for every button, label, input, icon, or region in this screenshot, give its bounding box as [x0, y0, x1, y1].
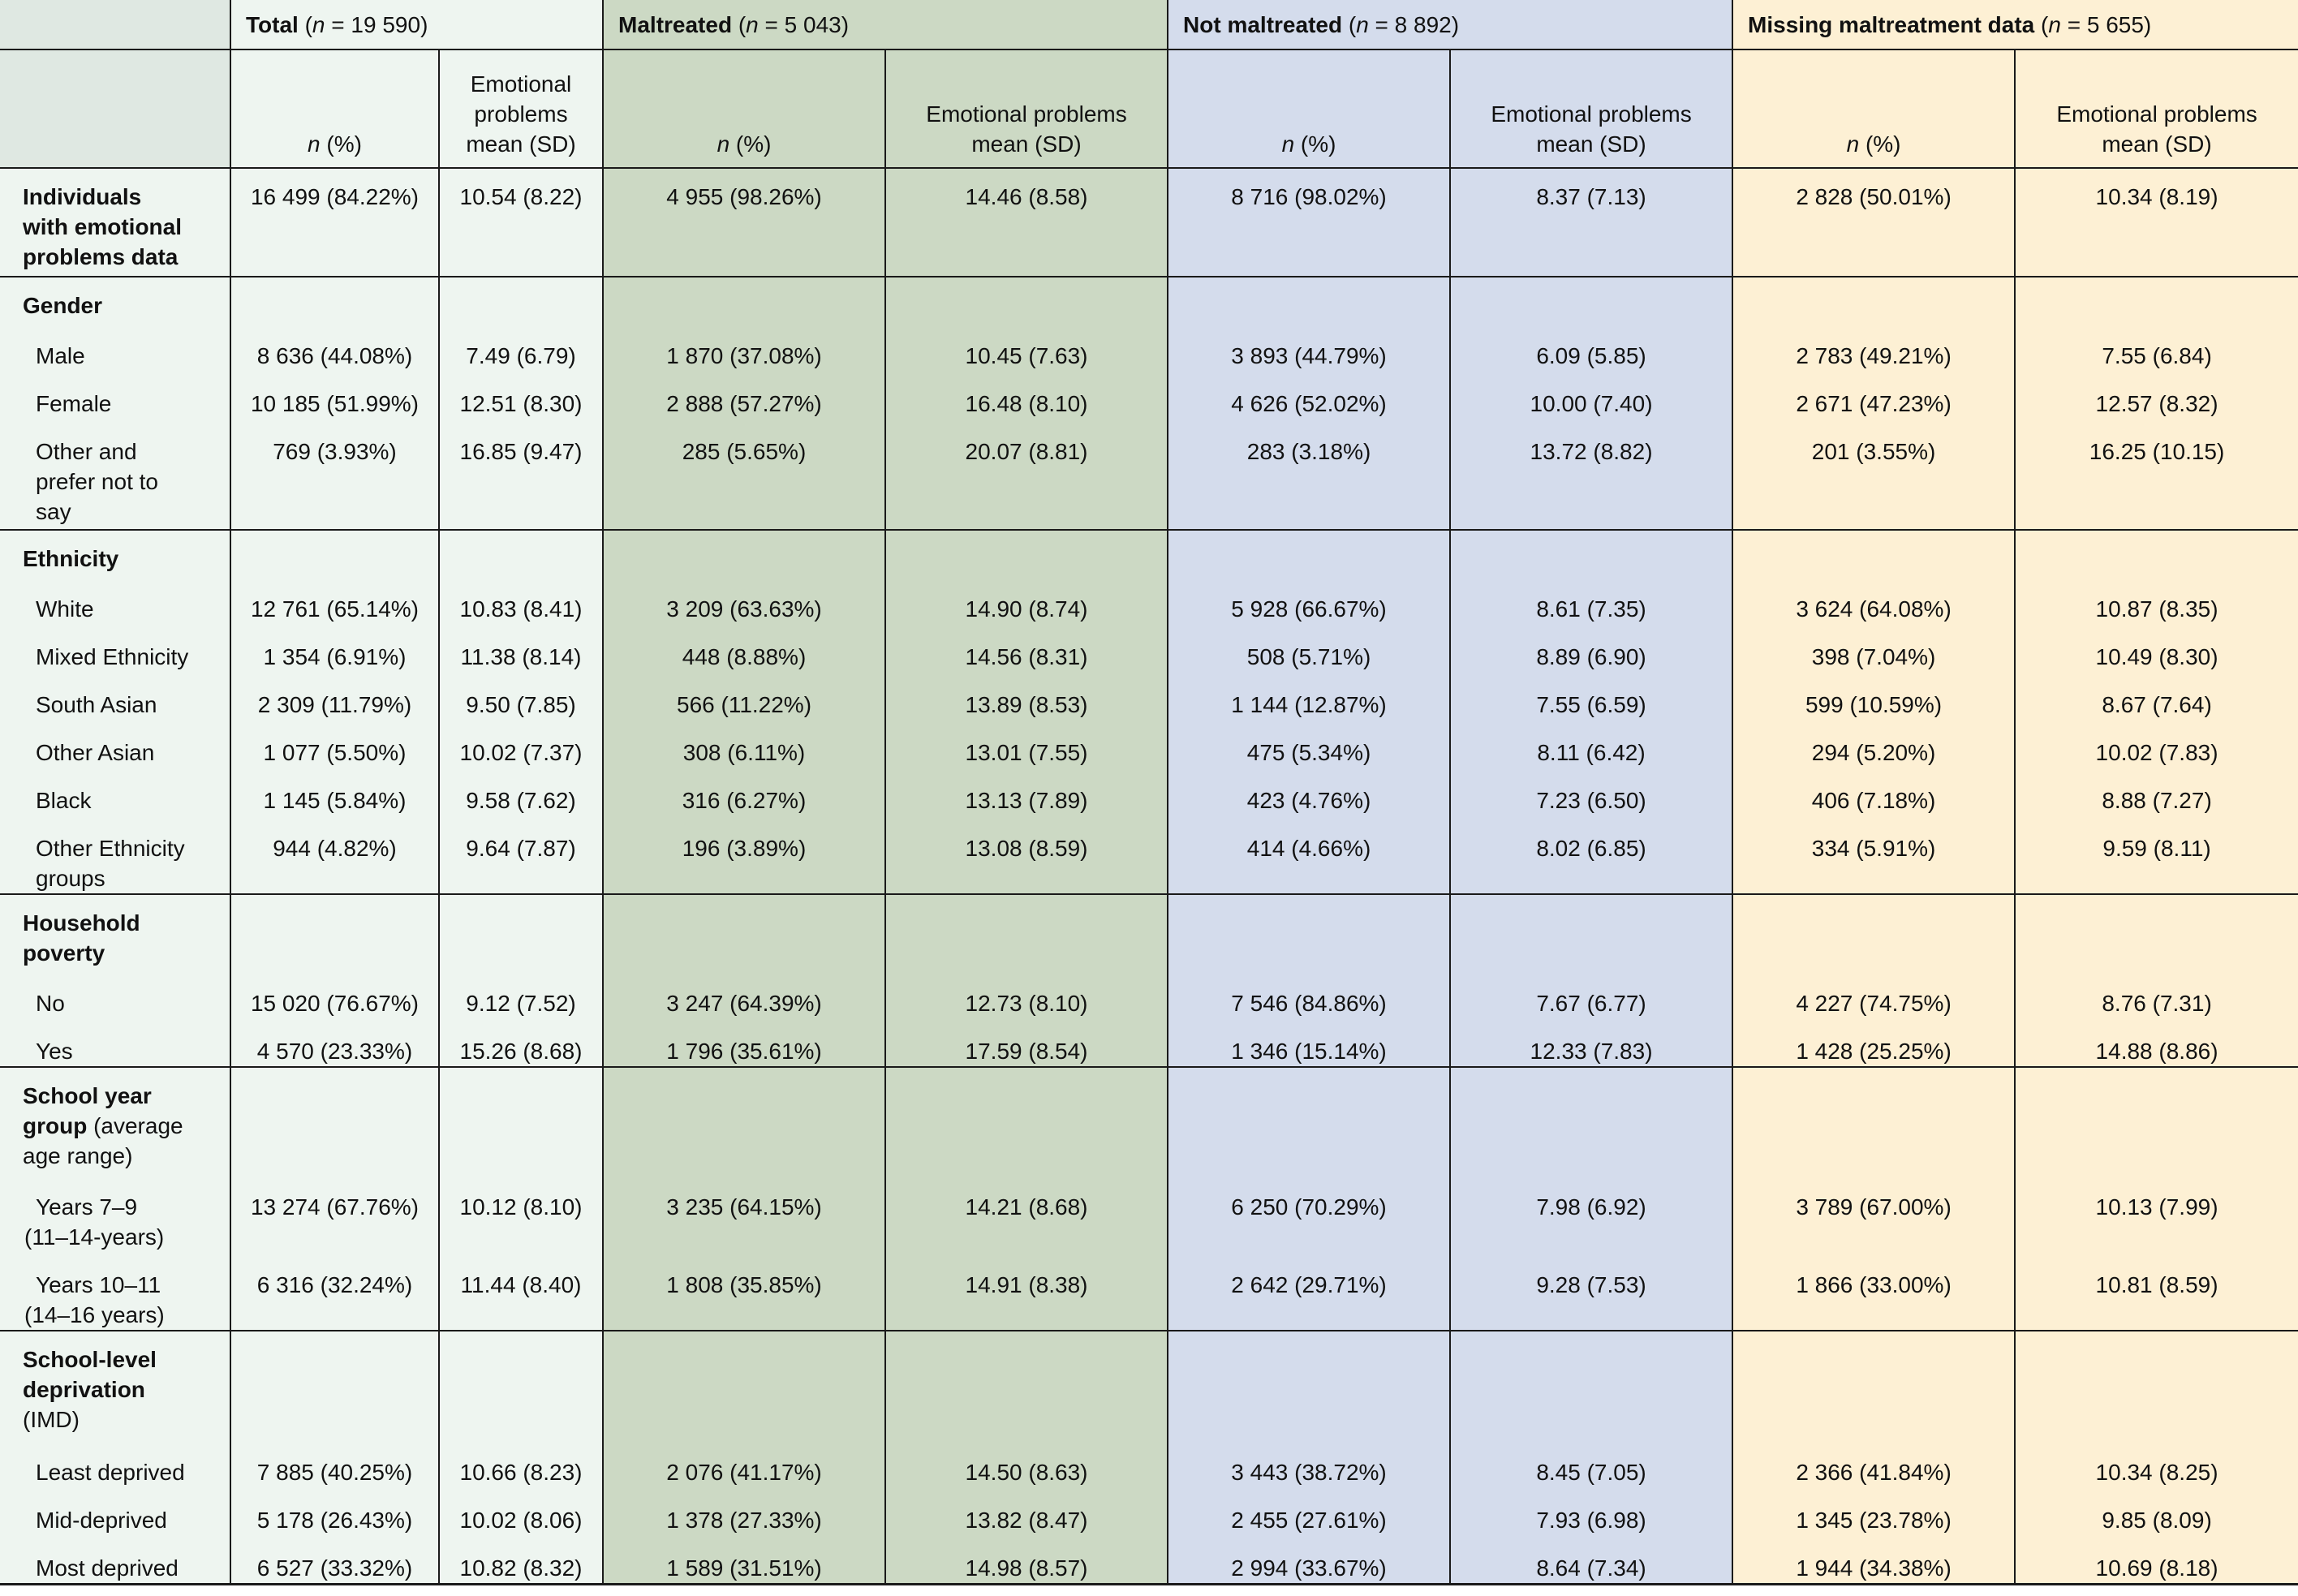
cell: 16.85 (9.47): [439, 419, 603, 530]
cell: 16.25 (10.15): [2015, 419, 2298, 530]
corner-cell-2: [0, 49, 230, 168]
cell: 1 378 (27.33%): [603, 1487, 885, 1535]
cell: 285 (5.65%): [603, 419, 885, 530]
table-row: [0, 624, 2298, 672]
group-header-not-maltreated: Not maltreated (n = 8 892): [1168, 0, 1732, 49]
cell: 14.21 (8.68): [885, 1174, 1168, 1252]
cell: 12.73 (8.10): [885, 970, 1168, 1018]
cell: 769 (3.93%): [230, 419, 439, 530]
cell: 8.88 (7.27): [2015, 768, 2298, 815]
cell: 14.46 (8.58): [885, 168, 1168, 277]
cell: 10.49 (8.30): [2015, 624, 2298, 672]
table-row: [0, 815, 2298, 894]
cell: 10.00 (7.40): [1450, 371, 1732, 419]
cell: 10.02 (8.06): [439, 1487, 603, 1535]
group-header-missing: Missing maltreatment data (n = 5 655): [1732, 0, 2298, 49]
table-row: [0, 371, 2298, 419]
cell: 16.48 (8.10): [885, 371, 1168, 419]
group-header-total: Total (n = 19 590): [230, 0, 603, 49]
cell: 1 808 (35.85%): [603, 1252, 885, 1331]
row-label: Other Ethnicity groups: [0, 815, 230, 894]
cell: 566 (11.22%): [603, 672, 885, 720]
cell: 9.85 (8.09): [2015, 1487, 2298, 1535]
cell: 16 499 (84.22%): [230, 168, 439, 277]
cell: 2 888 (57.27%): [603, 371, 885, 419]
cell: 8.11 (6.42): [1450, 720, 1732, 768]
col-header-emotional: Emotional problems mean (SD): [439, 49, 603, 168]
cell: 10.87 (8.35): [2015, 576, 2298, 624]
cell: 1 866 (33.00%): [1732, 1252, 2015, 1331]
col-header-n-pct: n (%): [603, 49, 885, 168]
cell: 9.28 (7.53): [1450, 1252, 1732, 1331]
cell: 475 (5.34%): [1168, 720, 1450, 768]
cell: 13.89 (8.53): [885, 672, 1168, 720]
cell: 7.49 (6.79): [439, 323, 603, 371]
cell: 9.58 (7.62): [439, 768, 603, 815]
cell: 8 636 (44.08%): [230, 323, 439, 371]
section-label: School-level deprivation (IMD): [0, 1331, 230, 1439]
section-label: Household poverty: [0, 894, 230, 970]
cell: 2 828 (50.01%): [1732, 168, 2015, 277]
cell: 9.59 (8.11): [2015, 815, 2298, 894]
table-row: [0, 1487, 2298, 1535]
table-row: [0, 720, 2298, 768]
cell: 9.50 (7.85): [439, 672, 603, 720]
cell: 316 (6.27%): [603, 768, 885, 815]
cell: 10.12 (8.10): [439, 1174, 603, 1252]
table-row: [0, 970, 2298, 1018]
col-header-n-pct: n (%): [1732, 49, 2015, 168]
section-label: Gender: [0, 277, 230, 323]
section-header-row: [0, 1067, 2298, 1174]
cell: 3 247 (64.39%): [603, 970, 885, 1018]
cell: 8.76 (7.31): [2015, 970, 2298, 1018]
cell: 17.59 (8.54): [885, 1018, 1168, 1067]
cell: 10.82 (8.32): [439, 1535, 603, 1585]
table-row: [0, 1018, 2298, 1067]
cell: 414 (4.66%): [1168, 815, 1450, 894]
row-label: Individuals with emotional problems data: [0, 168, 230, 277]
cell: 13.08 (8.59): [885, 815, 1168, 894]
cell: 14.98 (8.57): [885, 1535, 1168, 1585]
cell: 10.02 (7.37): [439, 720, 603, 768]
cell: 1 354 (6.91%): [230, 624, 439, 672]
cell: 448 (8.88%): [603, 624, 885, 672]
section-label: Ethnicity: [0, 530, 230, 576]
cell: 5 928 (66.67%): [1168, 576, 1450, 624]
cell: 334 (5.91%): [1732, 815, 2015, 894]
cell: 14.50 (8.63): [885, 1439, 1168, 1487]
cell: 11.44 (8.40): [439, 1252, 603, 1331]
cell: 7.67 (6.77): [1450, 970, 1732, 1018]
section-header-row: [0, 1331, 2298, 1439]
cell: 3 893 (44.79%): [1168, 323, 1450, 371]
cell: 1 145 (5.84%): [230, 768, 439, 815]
cell: 2 642 (29.71%): [1168, 1252, 1450, 1331]
col-header-n-pct: n (%): [1168, 49, 1450, 168]
cell: 2 783 (49.21%): [1732, 323, 2015, 371]
cell: 10.02 (7.83): [2015, 720, 2298, 768]
cell: 20.07 (8.81): [885, 419, 1168, 530]
table-row: [0, 168, 2298, 277]
cell: 6 250 (70.29%): [1168, 1174, 1450, 1252]
cell: 8 716 (98.02%): [1168, 168, 1450, 277]
row-label: Years 7–9 (11–14-years): [0, 1174, 230, 1252]
cell: 398 (7.04%): [1732, 624, 2015, 672]
cell: 10 185 (51.99%): [230, 371, 439, 419]
cell: 8.61 (7.35): [1450, 576, 1732, 624]
cell: 10.83 (8.41): [439, 576, 603, 624]
cell: 6 316 (32.24%): [230, 1252, 439, 1331]
cell: 2 366 (41.84%): [1732, 1439, 2015, 1487]
section-header-row: [0, 530, 2298, 576]
section-header-row: [0, 277, 2298, 323]
cell: 10.34 (8.25): [2015, 1439, 2298, 1487]
cell: 1 428 (25.25%): [1732, 1018, 2015, 1067]
cell: 14.91 (8.38): [885, 1252, 1168, 1331]
cell: 1 796 (35.61%): [603, 1018, 885, 1067]
row-label: Yes: [0, 1018, 230, 1067]
row-label: Male: [0, 323, 230, 371]
cell: 10.45 (7.63): [885, 323, 1168, 371]
col-header-emotional: Emotional problems mean (SD): [2015, 49, 2298, 168]
cell: 3 235 (64.15%): [603, 1174, 885, 1252]
cell: 8.67 (7.64): [2015, 672, 2298, 720]
cell: 6 527 (33.32%): [230, 1535, 439, 1585]
cell: 10.69 (8.18): [2015, 1535, 2298, 1585]
cell: 1 870 (37.08%): [603, 323, 885, 371]
cell: 2 455 (27.61%): [1168, 1487, 1450, 1535]
row-label: Years 10–11 (14–16 years): [0, 1252, 230, 1331]
cell: 2 309 (11.79%): [230, 672, 439, 720]
cell: 196 (3.89%): [603, 815, 885, 894]
cell: 15 020 (76.67%): [230, 970, 439, 1018]
cell: 10.66 (8.23): [439, 1439, 603, 1487]
table-row: [0, 1439, 2298, 1487]
cell: 2 076 (41.17%): [603, 1439, 885, 1487]
cell: 5 178 (26.43%): [230, 1487, 439, 1535]
cell: 13.82 (8.47): [885, 1487, 1168, 1535]
cell: 2 994 (33.67%): [1168, 1535, 1450, 1585]
cell: 3 209 (63.63%): [603, 576, 885, 624]
cell: 13.01 (7.55): [885, 720, 1168, 768]
row-label: Mid-deprived: [0, 1487, 230, 1535]
cell: 8.37 (7.13): [1450, 168, 1732, 277]
cell: 508 (5.71%): [1168, 624, 1450, 672]
row-label: Black: [0, 768, 230, 815]
cell: 1 144 (12.87%): [1168, 672, 1450, 720]
cell: 14.90 (8.74): [885, 576, 1168, 624]
cell: 12.57 (8.32): [2015, 371, 2298, 419]
row-label: Other Asian: [0, 720, 230, 768]
table-row: [0, 1174, 2298, 1252]
cell: 7.55 (6.84): [2015, 323, 2298, 371]
section-header-row: [0, 894, 2298, 970]
cell: 3 789 (67.00%): [1732, 1174, 2015, 1252]
cell: 13.72 (8.82): [1450, 419, 1732, 530]
cell: 3 443 (38.72%): [1168, 1439, 1450, 1487]
cell: 1 346 (15.14%): [1168, 1018, 1450, 1067]
cell: 4 227 (74.75%): [1732, 970, 2015, 1018]
cell: 1 589 (31.51%): [603, 1535, 885, 1585]
row-label: Most deprived: [0, 1535, 230, 1585]
cell: 1 944 (34.38%): [1732, 1535, 2015, 1585]
cell: 406 (7.18%): [1732, 768, 2015, 815]
cell: 7.98 (6.92): [1450, 1174, 1732, 1252]
cell: 4 570 (23.33%): [230, 1018, 439, 1067]
table-row: [0, 1252, 2298, 1331]
cell: 2 671 (47.23%): [1732, 371, 2015, 419]
cell: 599 (10.59%): [1732, 672, 2015, 720]
cell: 283 (3.18%): [1168, 419, 1450, 530]
cell: 13.13 (7.89): [885, 768, 1168, 815]
cell: 7 546 (84.86%): [1168, 970, 1450, 1018]
cell: 8.64 (7.34): [1450, 1535, 1732, 1585]
cell: 9.64 (7.87): [439, 815, 603, 894]
cell: 8.45 (7.05): [1450, 1439, 1732, 1487]
cell: 201 (3.55%): [1732, 419, 2015, 530]
cell: 4 955 (98.26%): [603, 168, 885, 277]
group-header-row: [0, 0, 2298, 49]
col-header-emotional: Emotional problems mean (SD): [885, 49, 1168, 168]
cell: 14.88 (8.86): [2015, 1018, 2298, 1067]
row-label: No: [0, 970, 230, 1018]
cell: 7.23 (6.50): [1450, 768, 1732, 815]
table-row: [0, 1535, 2298, 1585]
section-label: School year group (average age range): [0, 1067, 230, 1174]
cell: 13 274 (67.76%): [230, 1174, 439, 1252]
col-header-emotional: Emotional problems mean (SD): [1450, 49, 1732, 168]
cell: 10.81 (8.59): [2015, 1252, 2298, 1331]
cell: 10.13 (7.99): [2015, 1174, 2298, 1252]
cell: 4 626 (52.02%): [1168, 371, 1450, 419]
cell: 12.33 (7.83): [1450, 1018, 1732, 1067]
cell: 7.93 (6.98): [1450, 1487, 1732, 1535]
row-label: Mixed Ethnicity: [0, 624, 230, 672]
cell: 14.56 (8.31): [885, 624, 1168, 672]
row-label: Least deprived: [0, 1439, 230, 1487]
column-header-row: [0, 49, 2298, 168]
row-label: Female: [0, 371, 230, 419]
cell: 8.89 (6.90): [1450, 624, 1732, 672]
cell: 7.55 (6.59): [1450, 672, 1732, 720]
table-row: [0, 323, 2298, 371]
cell: 8.02 (6.85): [1450, 815, 1732, 894]
table-row: [0, 672, 2298, 720]
cell: 12 761 (65.14%): [230, 576, 439, 624]
cell: 7 885 (40.25%): [230, 1439, 439, 1487]
cell: 294 (5.20%): [1732, 720, 2015, 768]
cell: 15.26 (8.68): [439, 1018, 603, 1067]
cell: 944 (4.82%): [230, 815, 439, 894]
cell: 10.34 (8.19): [2015, 168, 2298, 277]
group-header-maltreated: Maltreated (n = 5 043): [603, 0, 1168, 49]
table-row: [0, 576, 2298, 624]
cell: 3 624 (64.08%): [1732, 576, 2015, 624]
cell: 423 (4.76%): [1168, 768, 1450, 815]
cell: 11.38 (8.14): [439, 624, 603, 672]
row-label: Other and prefer not to say: [0, 419, 230, 530]
corner-cell: [0, 0, 230, 49]
cell: 10.54 (8.22): [439, 168, 603, 277]
cell: 1 345 (23.78%): [1732, 1487, 2015, 1535]
table-row: [0, 768, 2298, 815]
table-row: [0, 419, 2298, 530]
cell: 308 (6.11%): [603, 720, 885, 768]
col-header-n-pct: n (%): [230, 49, 439, 168]
row-label: White: [0, 576, 230, 624]
cell: 6.09 (5.85): [1450, 323, 1732, 371]
row-label: South Asian: [0, 672, 230, 720]
cell: 12.51 (8.30): [439, 371, 603, 419]
cell: 9.12 (7.52): [439, 970, 603, 1018]
cell: 1 077 (5.50%): [230, 720, 439, 768]
